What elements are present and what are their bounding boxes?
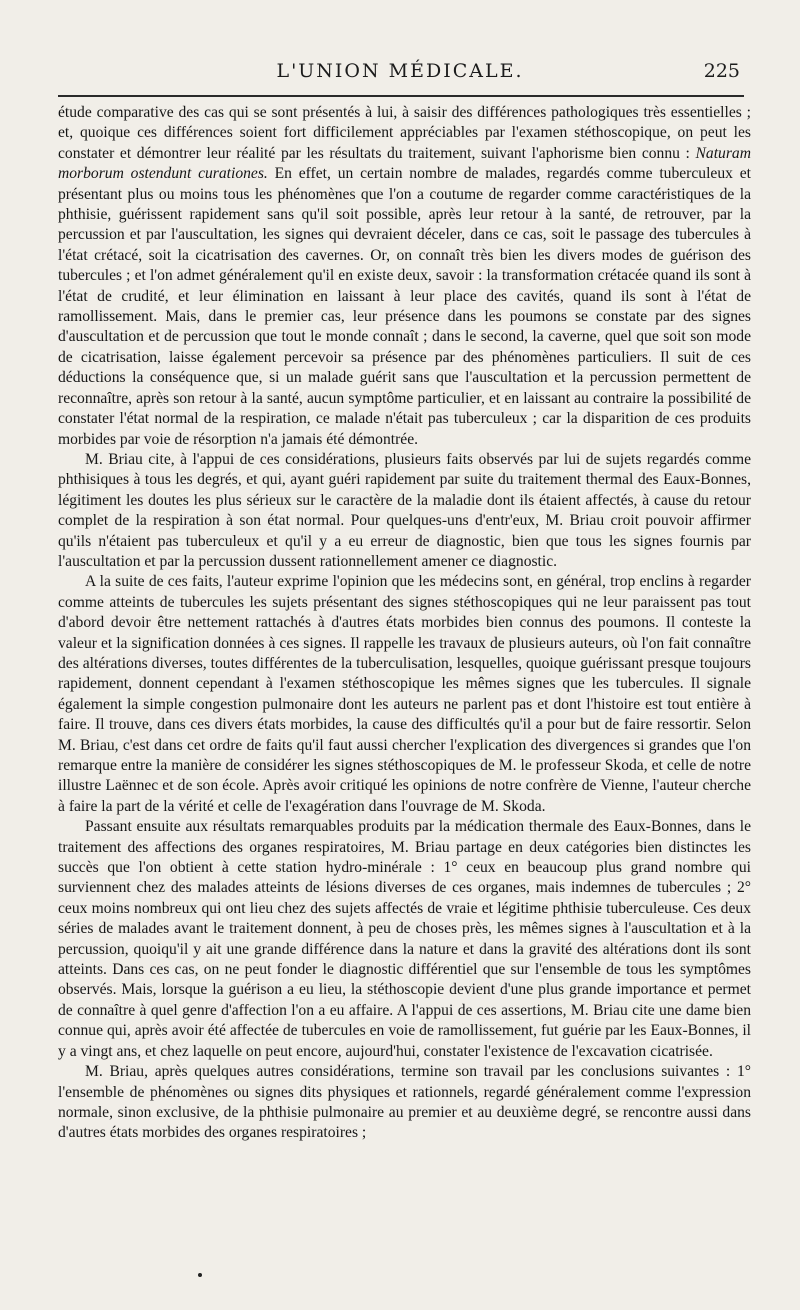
paragraph-1-text-after: En effet, un certain nombre de malades, regardés comme tuberculeux et présentant plus ou moins tous les phénomènes que l'on a coutume de regarder comme caractéristiques de la phthisie, guérissent rapidement sans qu'il soit possible, après leur retour à la santé, de retrouver, par la percussion et par l'auscultation, les signes qui devraient déceler, dans ce cas, soit le passage des tubercules à l'état crétacé, soit la cicatrisation des cavernes. Or, on connaît très bien les divers modes de guérison des tubercules ; et l'on admet généralement qu'il en existe deux, savoir : la transformation crétacée quand ils sont à l'état de crudité, et leur élimination en laissant à leur place des cavités, quand ils sont à l'état de ramollissement. Mais, dans le premier cas, leur présence dans les poumons se constate par des signes d'auscultation et de percussion que tout le monde connaît ; dans le second, la caverne, quel que soit son mode de cicatrisation, laisse également percevoir sa présence par des phénomènes particuliers. Il suit de ces déductions la conséquence que, si un malade guérit sans que l'auscultation et la percussion permettent de reconnaître, après son retour à la santé, aucun symptôme particulier, et en laissant au contraire la possibilité de constater l'état normal de la respiration, ce malade n'était pas tuberculeux ; car la disparition de ces produits morbides par voie de résorption n'a jamais été démontrée. (58, 165, 751, 448)
paragraph-2: M. Briau cite, à l'appui de ces considérations, plusieurs faits observés par lui de sujets regardés comme phthisiques à tous les degrés, et qui, ayant guéri rapidement par suite du traitement thermal des Eaux-Bonnes, légitiment les doutes les plus sérieux sur le caractère de la maladie dont ils étaient affectés, à cause du retour complet de la respiration à son état normal. Pour quelques-uns d'entr'eux, M. Briau croit pouvoir affirmer qu'ils n'étaient pas tuberculeux et qu'il y a eu erreur de diagnostic, bien que tous les signes fournis par l'auscultation et par la percussion dussent rationnellement amener ce diagnostic. (58, 450, 751, 570)
paragraph-1-text-before: étude comparative des cas qui se sont présentés à lui, à saisir des différences pathologiques très essentielles ; et, quoique ces différences soient fort difficilement appréciables par l'examen stéthoscopique, on peut les constater et démontrer leur réalité par les résultats du traitement, suivant l'aphorisme bien connu : (58, 104, 751, 162)
latin-aphorism: Naturam morborum ostendunt curationes. (58, 144, 751, 183)
paragraph-1 (58, 103, 751, 450)
paragraph-4: Passant ensuite aux résultats remarquables produits par la médication thermale des Eaux-Bonnes, dans le traitement des affections des organes respiratoires, M. Briau partage en deux catégories bien distinctes les succès que l'on obtient à cette station hydro-minérale : 1° ceux en beaucoup plus grand nombre qui surviennent chez des malades atteints de lésions diverses de ces organes, mais indemnes de tubercules ; 2° ceux moins nombreux qui ont lieu chez des sujets affectés de vraie et légitime phthisie tuberculeuse. Ces deux séries de malades avant le traitement donnent, à peu de choses près, les mêmes signes à l'auscultation et à la percussion, quoiqu'il y ait une grande différence dans la nature et dans la gravité des altérations dont ils sont atteints. Dans ces cas, on ne peut fonder le diagnostic différentiel que sur l'ensemble de tous les symptômes observés. Mais, lorsque la guérison a eu lieu, la stéthoscopie devient d'une plus grande importance et permet de connaître à quel genre d'affection l'on a eu affaire. A l'appui de ces assertions, M. Briau cite une dame bien connue qui, après avoir été affectée de tubercules en voie de ramollissement, fut guérie par les Eaux-Bonnes, il y a vingt ans, et chez laquelle on peut encore, aujourd'hui, constater l'existence de l'excavation cicatrisée. (58, 818, 751, 1060)
paragraph-5: M. Briau, après quelques autres considérations, termine son travail par les conclusions suivantes : 1° l'ensemble de phénomènes ou signes dits physiques et rationnels, regardé généralement comme l'expression normale, sinon exclusive, de la phthisie pulmonaire au premier et au deuxième degré, se rencontre aussi dans d'autres états morbides des organes respiratoires ; (58, 1063, 751, 1142)
printer-mark (198, 1273, 202, 1277)
header-rule (58, 95, 744, 97)
article-body (58, 103, 751, 1144)
page-header (60, 58, 740, 88)
paragraph-3: A la suite de ces faits, l'auteur exprime l'opinion que les médecins sont, en général, trop enclins à regarder comme atteints de tubercules les sujets présentant des signes stéthoscopiques qui ne leur paraissent pas tout d'abord devoir être nettement rattachés à d'autres états morbides bien connus des poumons. Il conteste la valeur et la signification données à ces signes. Il rappelle les travaux de plusieurs auteurs, où l'on fait connaître des altérations diverses, toutes différentes de la tuberculisation, lesquelles, quoique guérissant presque toujours rapidement, donnent cependant à l'examen stéthoscopique les mêmes signes que les tubercules. Il signale également la simple congestion pulmonaire dont les auteurs ne parlent pas et dont l'histoire est tout entière à faire. Il trouve, dans ces divers états morbides, la cause des difficultés qu'il a pour but de faire ressortir. Selon M. Briau, c'est dans cet ordre de faits qu'il faut aussi chercher l'explication des divergences si grandes que l'on remarque entre la manière de considérer les signes stéthoscopiques de M. le professeur Skoda, et celle de notre illustre Laënnec et de son école. Après avoir critiqué les opinions de notre confrère de Vienne, l'auteur cherche à faire la part de la vérité et celle de l'exagération dans l'ouvrage de M. Skoda. (58, 573, 751, 815)
running-title: L'UNION MÉDICALE. (276, 60, 524, 82)
page-number: 225 (703, 60, 740, 82)
